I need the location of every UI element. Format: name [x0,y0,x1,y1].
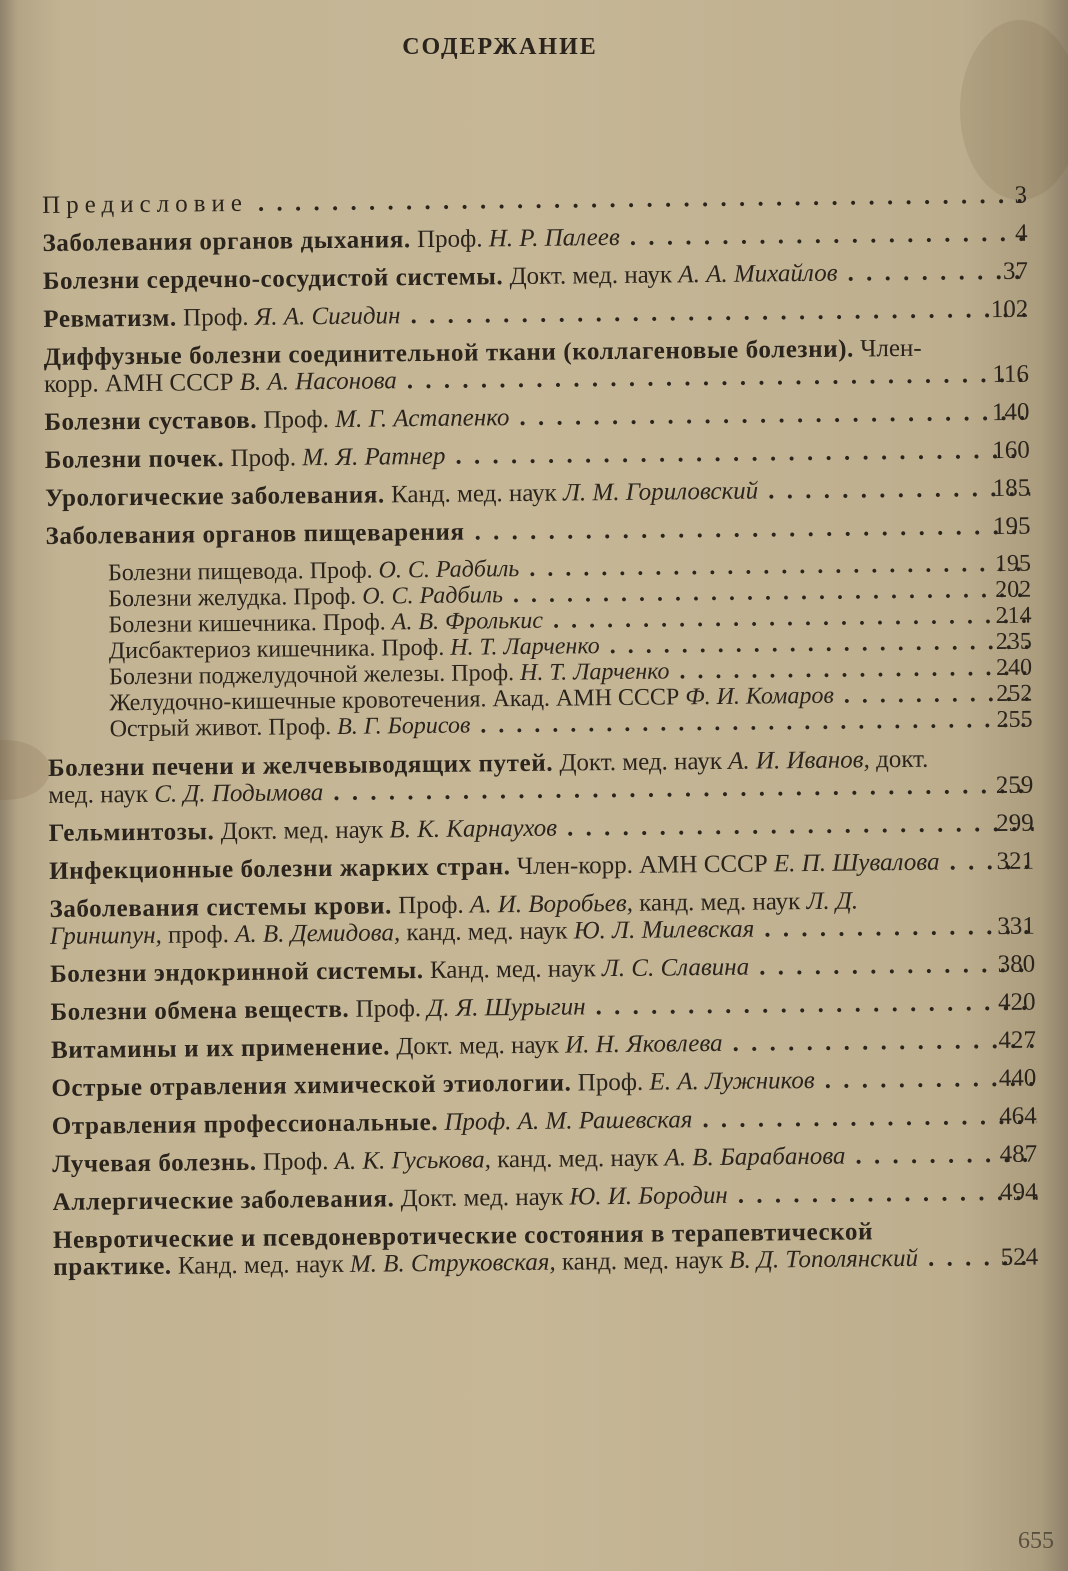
page-number: 380 [997,950,1036,979]
toc-entry [44,334,1030,398]
section-title: Невротические и псевдоневротические состояния в терапевтической практике. [52,1218,874,1281]
author-name: В. К. Карнаухов [389,814,558,844]
author-credentials: Канд. мед. наук [390,479,557,509]
author-credentials: Проф. [577,1068,644,1097]
toc-entry [52,1141,1037,1178]
page-number: 160 [992,436,1030,465]
author-name: Ю. Л. Милевская [573,915,755,945]
author-name: И. Н. Яковлева [564,1029,723,1059]
page-number: 202 [995,576,1032,604]
page-number: 195 [992,512,1031,541]
entry-text [50,951,1035,988]
page-number: 102 [990,295,1029,324]
author-name: А. А. Михайлов [678,259,838,289]
author-name: Л. С. Славина [601,953,750,983]
entry-text [51,1065,1036,1102]
author-name: А. И. Воробьев, [469,889,634,919]
page-number: 252 [996,680,1033,708]
author-name: С. Д. Подымова [154,779,324,808]
author-name: А. В. Демидова, [235,919,401,949]
toc-entry [50,989,1035,1026]
page-number: 37 [1002,257,1029,285]
table-of-contents [42,182,1038,1292]
author-credentials: Болезни поджелудочной железы. Проф. [108,660,515,691]
author-name: А. И. Иванов, [728,746,870,775]
toc-entry [49,886,1035,950]
author-name: Ю. И. Бородин [569,1181,728,1211]
section-title: Инфекционные болезни жарких стран. [48,853,511,885]
author-name: О. С. Радбиль [378,556,520,584]
section-title: Болезни эндокринной системы. [50,957,424,988]
author-name: М. В. Струковская, [349,1248,556,1278]
page-number: 140 [991,398,1030,427]
toc-entry [45,437,1030,474]
author-credentials: Болезни желудка. Проф. [108,583,357,613]
entry-text [45,437,1030,474]
section-title: Урологические заболевания. [45,481,385,512]
author-credentials: докт. мед. наук [48,745,929,809]
entry-text [51,1027,1036,1064]
entry-text [42,220,1027,257]
author-name: М. Г. Астапенко [335,404,510,433]
author-credentials: Проф. [416,225,483,254]
toc-entry [49,810,1034,847]
entry-text [43,258,1028,295]
author-credentials: Проф. [355,995,422,1023]
contents-heading: СОДЕРЖАНИЕ [402,34,598,60]
page-number: 524 [1000,1243,1039,1272]
toc-entry [44,399,1029,436]
entry-text [45,513,1030,550]
author-credentials: Проф. [182,303,249,332]
toc-entry [45,475,1030,512]
page-number: 4 [1014,219,1028,247]
entry-text [50,989,1035,1026]
author-name: Я. А. Сигидин [254,302,401,331]
author-credentials: Проф. [262,1148,329,1176]
page-number: 440 [998,1064,1037,1093]
toc-entry [49,848,1034,885]
author-credentials: Дисбактериоз кишечника. Проф. [108,634,445,665]
entry-text [48,745,1034,809]
toc-entry [42,220,1027,257]
author-name: Е. А. Лужников [649,1066,815,1096]
author-name: Е. П. Шувалова [773,848,940,878]
page-number: 240 [995,654,1033,682]
page-number: 195 [994,550,1032,578]
section-title: Болезни печени и желчевыводящих путей. [47,749,554,782]
author-name: Н. Т. Ларченко [450,633,600,661]
section-title: Острые отравления химической этиологии. [51,1069,572,1102]
section-title: Гельминтозы. [48,818,215,847]
page-number: 299 [996,809,1034,838]
section-title: Аллергические заболевания. [52,1185,395,1216]
author-name: М. Я. Ратнер [302,442,446,472]
toc-entry [51,1027,1036,1064]
page-number: 464 [999,1102,1037,1131]
toc-entry [48,745,1034,809]
author-credentials: Докт. мед. наук [509,261,673,291]
page-number: 235 [995,628,1032,656]
section-title: Диффузные болезни соединительной ткани (коллагеновые болезни). [43,335,855,371]
toc-entry [43,296,1028,333]
paper-stain [0,740,50,800]
entry-text [52,1141,1037,1178]
entry-text [52,1179,1037,1216]
author-credentials: Проф. [230,444,297,473]
entry-text [53,1217,1039,1281]
toc-entry [45,513,1030,550]
section-title: Заболевания системы крови. [49,892,393,923]
toc-entry [52,1103,1037,1140]
author-credentials: Острый живот. Проф. [109,714,332,743]
page-number: 494 [999,1178,1038,1207]
entry-text [52,1103,1037,1140]
author-credentials: Член-корр. АМН СССР [516,850,768,881]
page-number: 214 [995,602,1032,630]
author-credentials: Проф. [398,891,464,920]
entry-text [44,399,1029,436]
section-title: Предисловие [42,189,249,219]
author-name: Ф. И. Комаров [685,682,834,711]
page-number: 420 [997,988,1036,1017]
section-title: Витамины и их применение. [50,1033,391,1064]
author-credentials: Докт. мед. наук [220,816,384,846]
page-number: 116 [992,360,1030,389]
entry-text [49,886,1035,950]
author-credentials: Докт. мед. наук [559,747,723,777]
author-credentials: Проф. [263,406,330,434]
page-number: 321 [996,847,1035,876]
author-credentials: Докт. мед. наук [400,1183,564,1213]
section-title: Заболевания органов дыхания. [42,226,411,257]
author-credentials: Желудочно-кишечные кровотечения. Акад. АМН СССР [109,684,680,717]
author-name: Проф. А. М. Рашевская [444,1106,693,1136]
toc-entry [53,1217,1039,1281]
section-title: Заболевания органов пищеварения [45,518,465,550]
entry-text [49,810,1034,847]
author-name: Л. М. Гориловский [562,477,759,507]
author-name: О. С. Радбиль [362,582,504,610]
page-number: 255 [996,706,1033,734]
toc-entry [43,258,1028,295]
author-credentials: Болезни кишечника. Проф. [108,609,386,639]
section-title: Лучевая болезнь. [52,1148,257,1178]
entry-text [45,475,1030,512]
page-folio: 655 [1018,1528,1054,1554]
page-number: 427 [998,1026,1037,1055]
author-name: А. В. Барабанова [664,1142,846,1172]
section-title: Болезни суставов. [44,406,258,436]
author-name: Н. Т. Ларченко [519,658,670,687]
section-title: Отравления профессиональные. [51,1108,439,1140]
entry-text [42,182,1027,219]
section-title: Ревматизм. [43,304,177,333]
author-credentials: Докт. мед. наук [396,1031,560,1061]
author-credentials: Член-корр. АМН СССР [43,334,922,398]
author-credentials: Болезни пищевода. Проф. [107,557,373,587]
author-credentials: Канд. мед. наук [177,1250,344,1280]
page-number: 259 [995,771,1034,800]
section-title: Болезни обмена веществ. [50,995,350,1026]
author-name: В. Г. Борисов [337,712,471,740]
author-credentials: канд. мед. наук [638,888,801,917]
page-number: 3 [1014,181,1028,209]
toc-entry [51,1065,1036,1102]
author-name: Д. Я. Шурыгин [427,993,586,1023]
toc-entry [50,951,1035,988]
entry-text [44,334,1030,398]
section-title: Болезни сердечно-сосудистой системы. [42,263,504,295]
author-credentials: канд. мед. наук [406,917,568,947]
page-number: 331 [997,912,1035,941]
author-credentials: канд. мед. наук [561,1246,724,1276]
author-credentials: Канд. мед. наук [429,955,596,984]
page-number: 185 [992,474,1031,503]
author-credentials: проф. [167,921,230,949]
toc-entry [42,182,1027,219]
author-name: В. А. Насонова [239,367,397,396]
section-title: Болезни почек. [44,445,225,474]
author-name: Л. Д. Гриншпун, [49,887,859,950]
author-name: А. В. Фролькис [391,607,544,636]
entry-text [49,848,1034,885]
author-name: А. К. Гуськова, [334,1146,492,1175]
entry-text [43,296,1028,333]
author-name: Н. Р. Палеев [488,223,620,253]
toc-entry [52,1179,1037,1216]
page-number: 487 [999,1140,1038,1169]
author-name: В. Д. Тополянский [729,1244,919,1274]
author-credentials: канд. мед. наук [497,1144,659,1174]
